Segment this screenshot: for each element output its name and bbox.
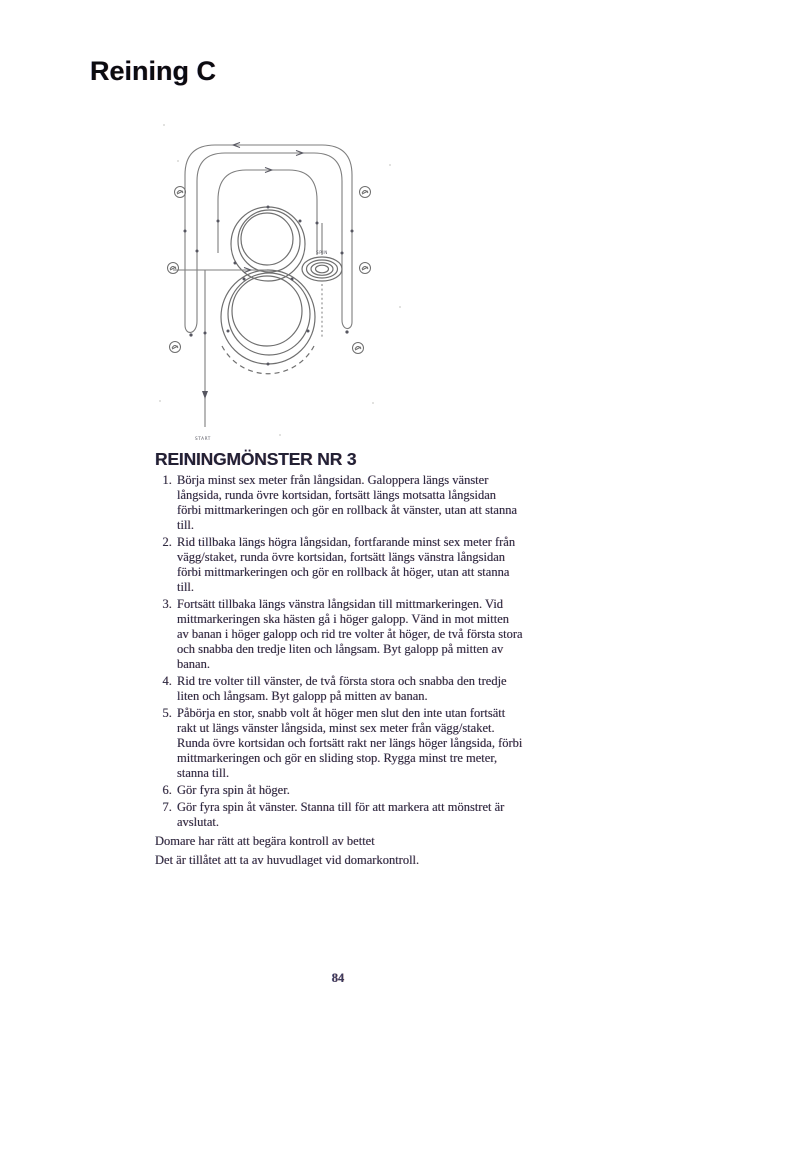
lower-volte-circles xyxy=(221,270,315,374)
start-line xyxy=(173,268,267,442)
judge-notes xyxy=(155,834,523,868)
spin-label: SPIN xyxy=(316,250,328,255)
start-label: START xyxy=(195,436,211,441)
pattern-step-6: 6. Gör fyra spin åt höger. xyxy=(175,783,523,798)
marker-icon xyxy=(353,343,364,354)
pattern-step-4: 4. Rid tre volter till vänster, de två första stora och snabba den tredje liten och långsam. Byt galopp på mitten av banan. xyxy=(175,674,523,704)
pattern-step-2: 2. Rid tillbaka längs högra långsidan, fortfarande minst sex meter från vägg/staket, runda övre kortsidan, fortsätt längs vänstra långsidan förbi mittmarkeringen och gör en rollback åt höger, utan att stanna till. xyxy=(175,535,523,595)
direction-ticks xyxy=(184,143,354,366)
marker-icon xyxy=(175,187,186,198)
right-rollback-turn xyxy=(342,320,352,329)
pattern-step-7: 7. Gör fyra spin åt vänster. Stanna till för att markera att mönstret är avslutat. xyxy=(175,800,523,830)
pattern-figure xyxy=(148,103,416,451)
note-bridle-removal: Det är tillåtet att ta av huvudlaget vid domarkontroll. xyxy=(155,853,420,867)
marker-icon xyxy=(360,187,371,198)
pattern-heading: REININGMÖNSTER NR 3 xyxy=(155,449,357,469)
spin-spiral xyxy=(302,223,342,337)
reining-pattern-diagram xyxy=(148,103,416,451)
pattern-step-5: 5. Påbörja en stor, snabb volt åt höger men slut den inte utan fortsätt rakt ut längs vänster långsida, minst sex meter från vägg/staket. Runda övre kortsidan och fortsätt rakt ner längs höger långsida, förbi mittmarkeringen och gör en sliding stop. Rygga minst tre meter, stanna till. xyxy=(175,706,523,781)
pattern-steps-list xyxy=(155,473,523,830)
marker-icon xyxy=(168,263,179,274)
pattern-step-3: 3. Fortsätt tillbaka längs vänstra långsidan till mittmarkeringen. Vid mittmarkeringen ska hästen gå i höger galopp. Vänd in mot mitten av banan i höger galopp och rid tre volter åt höger, de två första stora och snabba den tredje liten och långsam. Byt galopp på mitten av banan. xyxy=(175,597,523,672)
page-title: Reining C xyxy=(90,56,216,87)
marker-icon xyxy=(170,342,181,353)
left-rollback-turn xyxy=(185,321,197,332)
note-bit-check: Domare har rätt att begära kontroll av bettet xyxy=(155,834,375,848)
pattern-step-1: 1. Börja minst sex meter från långsidan. Galoppera längs vänster långsida, runda övre kortsidan, fortsätt längs motsatta långsidan förbi mittmarkeringen och gör en rollback åt vänster, utan att stanna till. xyxy=(175,473,523,533)
scan-speckles xyxy=(159,124,401,436)
page-number: 84 xyxy=(331,971,345,985)
outer-loop-paths xyxy=(185,145,352,332)
pattern-section xyxy=(155,449,523,868)
marker-icon xyxy=(360,263,371,274)
